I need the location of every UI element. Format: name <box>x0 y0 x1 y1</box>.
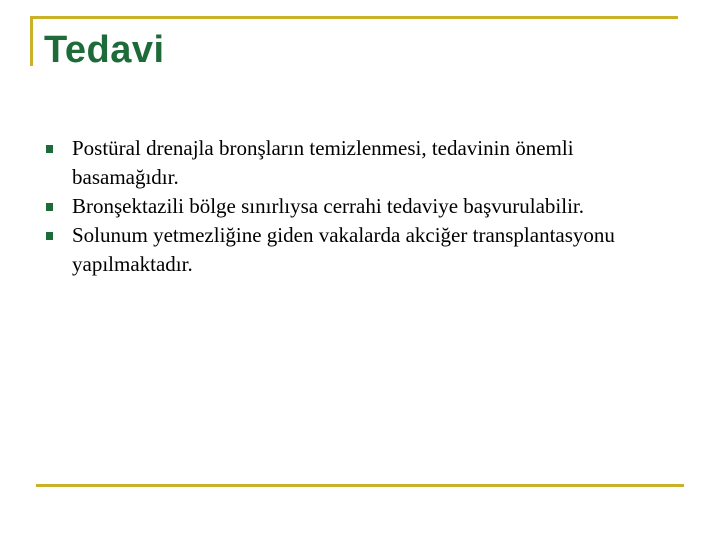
bullet-item <box>40 221 680 279</box>
bullet-text: Bronşektazili bölge sınırlıysa cerrahi tedaviye başvurulabilir. <box>72 194 585 218</box>
bullet-list <box>40 134 680 279</box>
slide-title: Tedavi <box>44 29 165 71</box>
bottom-rule <box>36 484 684 487</box>
square-bullet-icon <box>46 203 53 211</box>
square-bullet-icon <box>46 145 53 153</box>
top-rule <box>30 16 678 19</box>
bullet-text: Postüral drenajla bronşların temizlenmesi, tedavinin önemli basamağıdır. <box>72 136 574 189</box>
bullet-item <box>40 134 680 192</box>
bullet-text: Solunum yetmezliğine giden vakalarda akciğer transplantasyonu yapılmaktadır. <box>72 223 615 276</box>
bullet-item <box>40 192 680 221</box>
square-bullet-icon <box>46 232 53 240</box>
left-rule <box>30 16 33 66</box>
